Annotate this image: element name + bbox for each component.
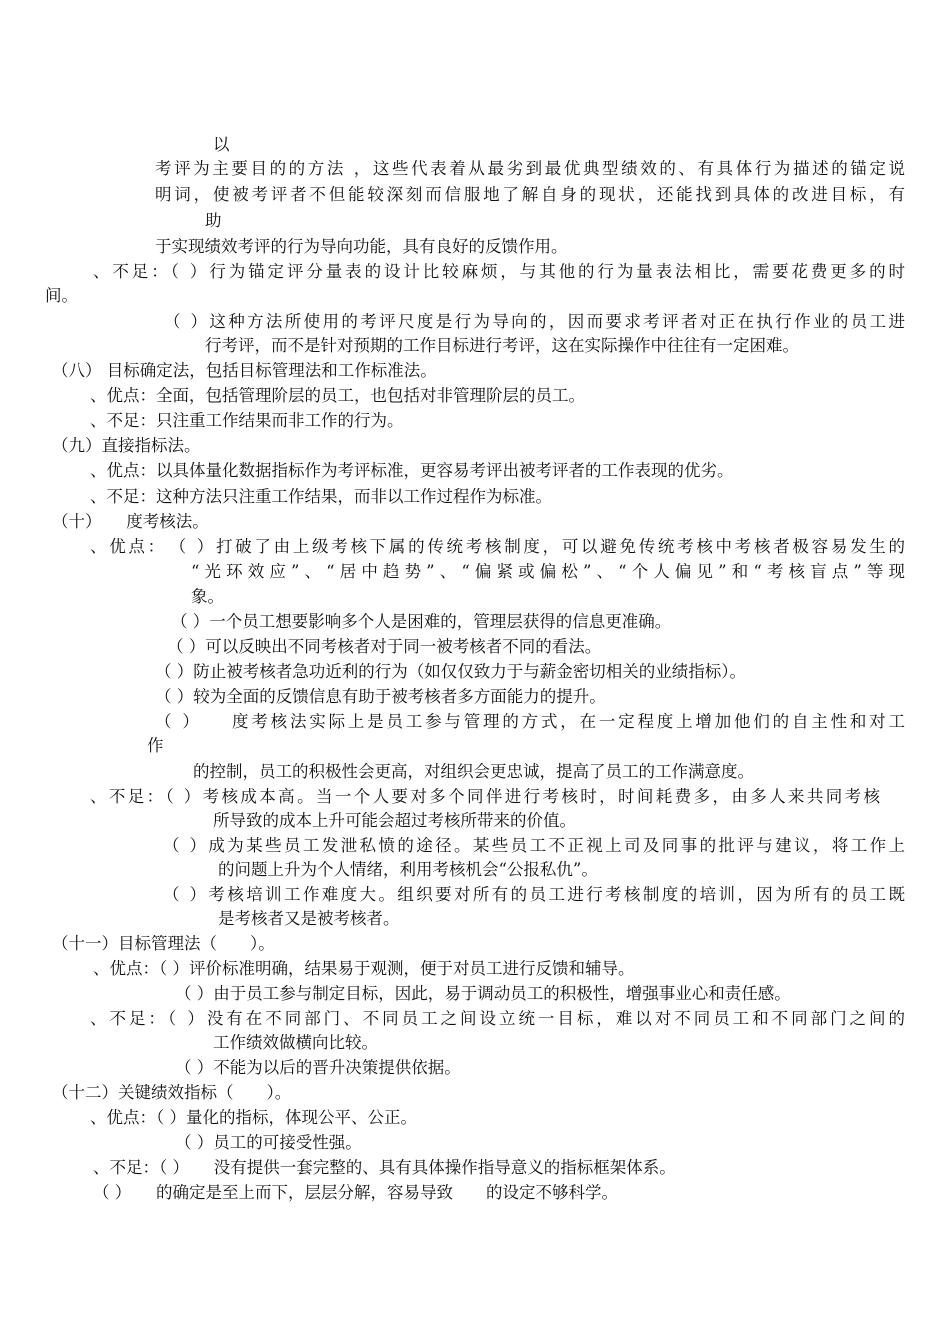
text-line: （ ）这种方法所使用的考评尺度是行为导向的，因而要求考评者对正在执行作业的员工进 [164, 312, 905, 331]
text-line: 工作绩效做横向比较。 [213, 1033, 378, 1052]
text-line: 考评为主要目的的方法 ，这些代表着从最劣到最优典型绩效的、有具体行为描述的锚定说 [155, 159, 905, 178]
text-line: 、不足：（ ）考核成本高。当一个人要对多个同伴进行考核时，时间耗费多，由多人来共同考核 [90, 787, 880, 806]
text-line: （ ）成为某些员工发泄私愤的途径。某些员工不正视上司及同事的批评与建议，将工作上 [163, 836, 905, 855]
text-line: 的问题上升为个人情绪，利用考核机会“公报私仇”。 [218, 860, 598, 879]
text-line: （ ） 的确定是至上而下，层层分解，容易导致 的设定不够科学。 [93, 1183, 618, 1202]
text-line: 、不足：只注重工作结果而非工作的行为。 [90, 411, 404, 430]
text-line: 行考评，而不是针对预期的工作目标进行考评，这在实际操作中往往有一定困难。 [205, 336, 799, 355]
text-line: 、不足：（ ）行为锚定评分量表的设计比较麻烦，与其他的行为量表法相比，需要花费更多的时 [93, 262, 905, 281]
section-heading: （十二）关键绩效指标（ ）。 [52, 1083, 292, 1102]
text-line: 间。 [45, 286, 78, 305]
text-line: 于实现绩效考评的行为导向功能，具有良好的反馈作用。 [155, 237, 568, 256]
text-line: （ ）可以反映出不同考核者对于同一被考核者不同的看法。 [167, 637, 602, 656]
text-line: （ ）由于员工参与制定目标，因此，易于调动员工的积极性，增强事业心和责任感。 [175, 984, 791, 1003]
text-line: 的控制，员工的积极性会更高，对组织会更忠诚，提高了员工的工作满意度。 [193, 762, 754, 781]
text-line: 、优点：以具体量化数据指标作为考评标准，更容易考评出被考评者的工作表现的优劣。 [90, 461, 734, 480]
text-line: 、不足：这种方法只注重工作结果，而非以工作过程作为标准。 [90, 487, 552, 506]
text-line: 、优点：全面，包括管理阶层的员工，也包括对非管理阶层的员工。 [90, 386, 585, 405]
text-line: 、优点： （ ）打破了由上级考核下属的传统考核制度，可以避免传统考核中考核者极容易发生的 [90, 537, 905, 556]
section-heading: （九）直接指标法。 [52, 436, 201, 455]
section-heading: （十一）目标管理法（ ）。 [52, 934, 275, 953]
text-line: “光环效应”、“居中趋势”、“偏紧或偏松”、“个人偏见”和“考核盲点”等现 [191, 562, 905, 581]
text-line: （ ）考核培训工作难度大。组织要对所有的员工进行考核制度的培训，因为所有的员工既 [163, 885, 905, 904]
text-line: 、优点：（ ）评价标准明确，结果易于观测，便于对员工进行反馈和辅导。 [93, 959, 635, 978]
text-line: 、不足：（ ） 没有提供一套完整的、具有具体操作指导意义的指标框架体系。 [93, 1158, 676, 1177]
text-line: （ ）员工的可接受性强。 [175, 1133, 362, 1152]
text-line: 作 [147, 736, 164, 755]
text-line: 象。 [191, 587, 224, 606]
text-line: 明词，使被考评者不但能较深刻而信服地了解自身的现状，还能找到具体的改进目标，有 [155, 185, 905, 204]
text-line: 所导致的成本上升可能会超过考核所带来的价值。 [213, 811, 576, 830]
text-line: （ ）不能为以后的晋升决策提供依据。 [175, 1058, 461, 1077]
text-line: （ ）较为全面的反馈信息有助于被考核者多方面能力的提升。 [155, 687, 606, 706]
text-line: 助 [205, 211, 222, 230]
text-line: 以 [213, 135, 230, 154]
text-line: （ ）防止被考核者急功近利的行为（如仅仅致力于与薪金密切相关的业绩指标）。 [155, 662, 746, 681]
section-heading: （十） 度考核法。 [52, 512, 209, 531]
text-line: （ ）一个员工想要影响多个人是困难的，管理层获得的信息更准确。 [171, 612, 672, 631]
text-line: 、不足：（ ）没有在不同部门、不同员工之间设立统一目标，难以对不同员工和不同部门之间的 [90, 1009, 905, 1028]
text-line: 是考核者又是被考核者。 [218, 909, 400, 928]
text-line: （ ） 度考核法实际上是员工参与管理的方式，在一定程度上增加他们的自主性和对工 [155, 712, 905, 731]
text-line: 、优点：（ ）量化的指标，体现公平、公正。 [90, 1108, 417, 1127]
section-heading: （八） 目标确定法，包括目标管理法和工作标准法。 [52, 361, 437, 380]
